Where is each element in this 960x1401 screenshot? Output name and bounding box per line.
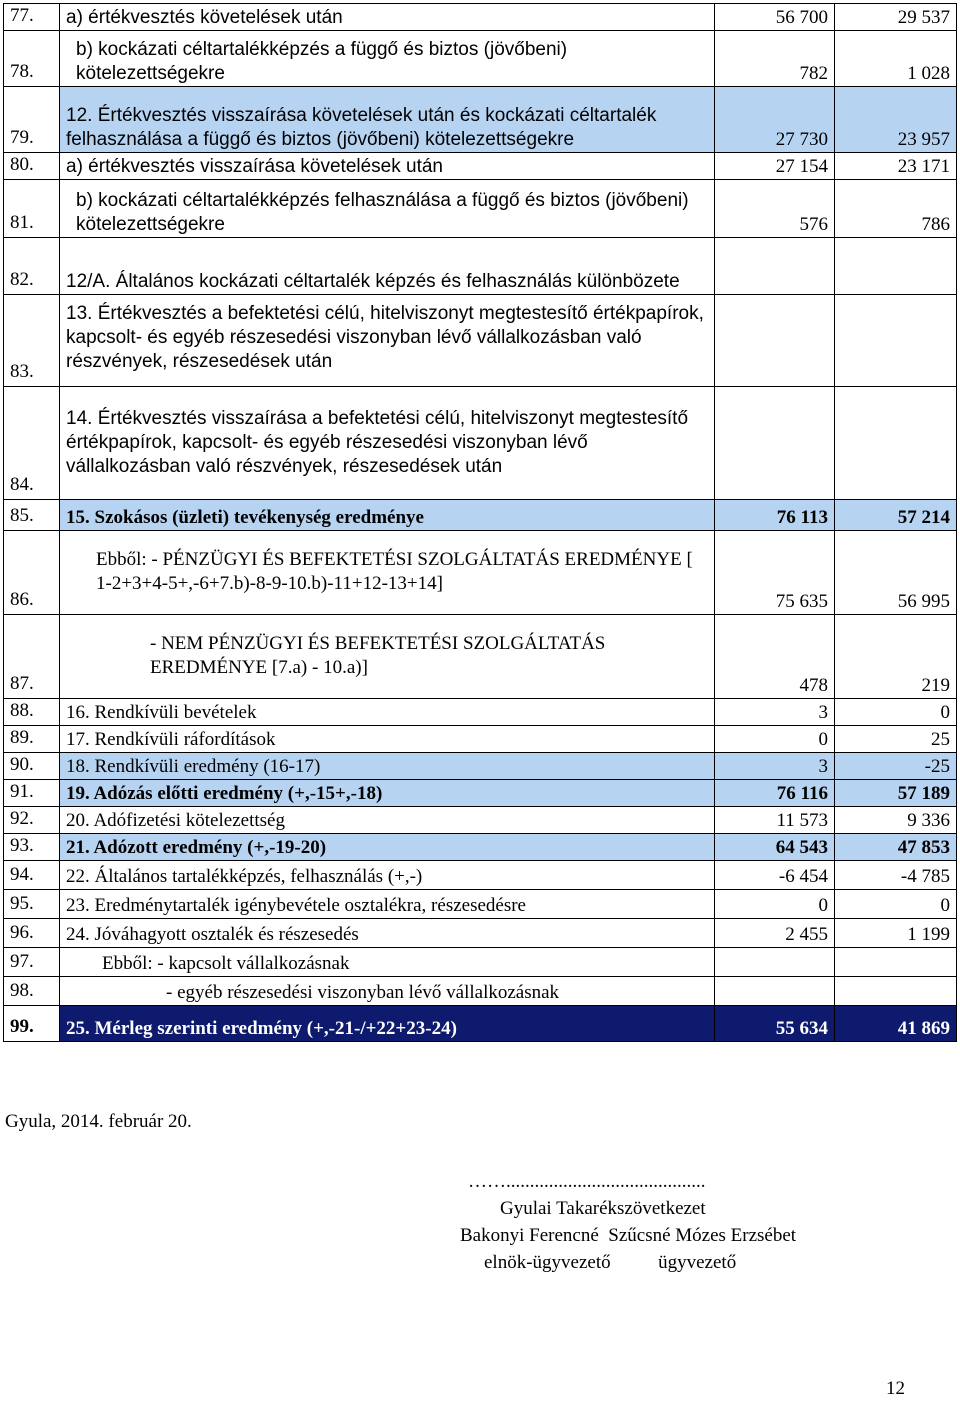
value-previous-year <box>715 948 835 977</box>
row-description: a) értékvesztés követelések után <box>60 4 715 31</box>
table-row <box>4 295 957 387</box>
row-number: 96. <box>4 919 60 948</box>
table-row <box>4 531 957 615</box>
row-number: 92. <box>4 807 60 834</box>
value-current-year: -25 <box>835 753 957 780</box>
table-row <box>4 753 957 780</box>
value-previous-year: 11 573 <box>715 807 835 834</box>
value-current-year <box>835 238 957 295</box>
row-description: 24. Jóváhagyott osztalék és részesedés <box>60 919 715 948</box>
row-number: 98. <box>4 977 60 1006</box>
table-row <box>4 861 957 890</box>
value-current-year: 56 995 <box>835 531 957 615</box>
row-description: 22. Általános tartalékképzés, felhasználás (+,-) <box>60 861 715 890</box>
row-number: 82. <box>4 238 60 295</box>
value-current-year: 0 <box>835 890 957 919</box>
row-number: 83. <box>4 295 60 387</box>
table-row <box>4 948 957 977</box>
value-current-year <box>835 948 957 977</box>
row-number: 89. <box>4 726 60 753</box>
table-row <box>4 807 957 834</box>
signature-organization: Gyulai Takarékszövetkezet <box>500 1198 706 1219</box>
value-previous-year <box>715 977 835 1006</box>
row-description: 25. Mérleg szerinti eredmény (+,-21-/+22+23-24) <box>60 1006 715 1042</box>
row-description: a) értékvesztés visszaírása követelések után <box>60 153 715 180</box>
signature-titles: elnök-ügyvezető ügyvezető <box>484 1252 737 1273</box>
value-previous-year: 478 <box>715 615 835 699</box>
row-description: Ebből: - PÉNZÜGYI ÉS BEFEKTETÉSI SZOLGÁLTATÁS EREDMÉNYE [ 1-2+3+4-5+,-6+7.b)-8-9-10.b)-11+12-13+14] <box>60 531 715 615</box>
value-current-year <box>835 387 957 500</box>
page-number: 12 <box>886 1378 905 1399</box>
value-previous-year: 3 <box>715 753 835 780</box>
table-row <box>4 780 957 807</box>
row-number: 88. <box>4 699 60 726</box>
row-number: 78. <box>4 31 60 87</box>
value-previous-year: 75 635 <box>715 531 835 615</box>
row-description: 21. Adózott eredmény (+,-19-20) <box>60 834 715 861</box>
row-number: 80. <box>4 153 60 180</box>
value-current-year <box>835 295 957 387</box>
row-number: 84. <box>4 387 60 500</box>
row-description: 13. Értékvesztés a befektetési célú, hitelviszonyt megtestesítő értékpapírok, kapcsolt- és egyéb részesedési viszonyban lévő vállalkozásban való részvények, részesedések után <box>60 295 715 387</box>
row-description: 15. Szokásos (üzleti) tevékenység eredménye <box>60 500 715 531</box>
row-description: 14. Értékvesztés visszaírása a befektetési célú, hitelviszonyt megtestesítő értékpapírok, kapcsolt- és egyéb részesedési viszonyban lévő vállalkozásban való részvények, részesedések után <box>60 387 715 500</box>
row-description: Ebből: - kapcsolt vállalkozásnak <box>60 948 715 977</box>
value-current-year: -4 785 <box>835 861 957 890</box>
value-previous-year: 64 543 <box>715 834 835 861</box>
value-previous-year: 0 <box>715 890 835 919</box>
value-previous-year: 56 700 <box>715 4 835 31</box>
value-previous-year: 782 <box>715 31 835 87</box>
row-number: 79. <box>4 87 60 153</box>
row-number: 94. <box>4 861 60 890</box>
results-table-body <box>4 4 957 1042</box>
value-previous-year <box>715 387 835 500</box>
table-row <box>4 699 957 726</box>
value-current-year: 23 171 <box>835 153 957 180</box>
row-description: 18. Rendkívüli eredmény (16-17) <box>60 753 715 780</box>
value-previous-year: 3 <box>715 699 835 726</box>
table-row <box>4 4 957 31</box>
value-current-year: 57 214 <box>835 500 957 531</box>
value-previous-year <box>715 238 835 295</box>
table-row <box>4 238 957 295</box>
value-current-year: 9 336 <box>835 807 957 834</box>
table-row <box>4 180 957 238</box>
value-previous-year: 2 455 <box>715 919 835 948</box>
place-and-date: Gyula, 2014. február 20. <box>5 1111 192 1132</box>
row-number: 87. <box>4 615 60 699</box>
signature-dots: …….......................................... <box>468 1171 706 1192</box>
row-description: 12/A. Általános kockázati céltartalék képzés és felhasználás különbözete <box>60 238 715 295</box>
row-number: 77. <box>4 4 60 31</box>
table-row <box>4 500 957 531</box>
value-previous-year: 55 634 <box>715 1006 835 1042</box>
value-previous-year: 27 730 <box>715 87 835 153</box>
value-current-year: 57 189 <box>835 780 957 807</box>
row-number: 99. <box>4 1006 60 1042</box>
value-current-year: 47 853 <box>835 834 957 861</box>
results-table <box>3 3 957 1042</box>
value-previous-year: -6 454 <box>715 861 835 890</box>
row-description: 19. Adózás előtti eredmény (+,-15+,-18) <box>60 780 715 807</box>
table-row <box>4 31 957 87</box>
table-row <box>4 387 957 500</box>
row-number: 93. <box>4 834 60 861</box>
value-current-year: 1 199 <box>835 919 957 948</box>
row-description: 23. Eredménytartalék igénybevétele osztalékra, részesedésre <box>60 890 715 919</box>
value-previous-year: 0 <box>715 726 835 753</box>
row-description: b) kockázati céltartalékképzés felhasználása a függő és biztos (jövőbeni) kötelezettségekre <box>60 180 715 238</box>
table-row <box>4 615 957 699</box>
value-current-year <box>835 977 957 1006</box>
value-current-year: 23 957 <box>835 87 957 153</box>
row-number: 86. <box>4 531 60 615</box>
value-current-year: 786 <box>835 180 957 238</box>
row-number: 90. <box>4 753 60 780</box>
table-row <box>4 919 957 948</box>
value-current-year: 1 028 <box>835 31 957 87</box>
value-current-year: 0 <box>835 699 957 726</box>
table-row <box>4 1006 957 1042</box>
value-current-year: 219 <box>835 615 957 699</box>
row-description: b) kockázati céltartalékképzés a függő és biztos (jövőbeni) kötelezettségekre <box>60 31 715 87</box>
value-previous-year: 76 113 <box>715 500 835 531</box>
signature-names: Bakonyi Ferencné Szűcsné Mózes Erzsébet <box>460 1225 797 1246</box>
row-description: 17. Rendkívüli ráfordítások <box>60 726 715 753</box>
value-current-year: 25 <box>835 726 957 753</box>
row-description: 20. Adófizetési kötelezettség <box>60 807 715 834</box>
value-previous-year: 27 154 <box>715 153 835 180</box>
table-row <box>4 87 957 153</box>
row-number: 81. <box>4 180 60 238</box>
signature-block <box>460 1168 796 1276</box>
table-row <box>4 977 957 1006</box>
row-number: 95. <box>4 890 60 919</box>
row-description: - egyéb részesedési viszonyban lévő vállalkozásnak <box>60 977 715 1006</box>
value-previous-year: 76 116 <box>715 780 835 807</box>
row-number: 85. <box>4 500 60 531</box>
value-current-year: 29 537 <box>835 4 957 31</box>
row-description: 16. Rendkívüli bevételek <box>60 699 715 726</box>
row-number: 91. <box>4 780 60 807</box>
value-current-year: 41 869 <box>835 1006 957 1042</box>
row-number: 97. <box>4 948 60 977</box>
value-previous-year <box>715 295 835 387</box>
row-description: 12. Értékvesztés visszaírása követelések után és kockázati céltartalék felhasználása a függő és biztos (jövőbeni) kötelezettségekre <box>60 87 715 153</box>
table-row <box>4 890 957 919</box>
table-row <box>4 726 957 753</box>
table-row <box>4 834 957 861</box>
table-row <box>4 153 957 180</box>
row-description: - NEM PÉNZÜGYI ÉS BEFEKTETÉSI SZOLGÁLTATÁS EREDMÉNYE [7.a) - 10.a)] <box>60 615 715 699</box>
value-previous-year: 576 <box>715 180 835 238</box>
